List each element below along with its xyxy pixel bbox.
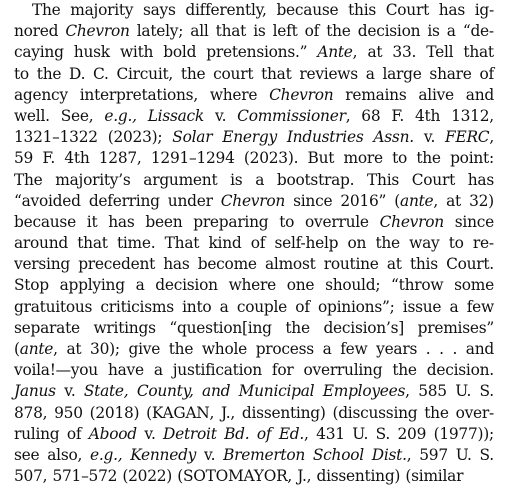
word: that [261, 64, 292, 83]
word: left [272, 22, 298, 41]
word: Assn. [373, 128, 414, 147]
word: of [250, 234, 266, 253]
word: 1291–1294 [150, 149, 235, 168]
word: 507, [14, 467, 48, 486]
word: where [228, 276, 276, 295]
word: Solar [172, 128, 213, 147]
word: 950 [54, 403, 83, 422]
word: well. [14, 106, 50, 125]
word: (SOTOMAYOR, [177, 467, 293, 486]
word: the [180, 64, 206, 83]
word: (similar [405, 467, 464, 486]
word: to [448, 234, 464, 253]
word: Employees, [322, 382, 410, 401]
opinion-text [14, 0, 494, 487]
word: v. [64, 382, 76, 401]
word: that [215, 22, 247, 41]
word: around [14, 234, 68, 253]
word: 1287, [98, 149, 142, 168]
word: that [77, 234, 108, 253]
word: 878, [14, 403, 48, 422]
word: 2016” [340, 191, 387, 210]
word: writings [93, 318, 156, 337]
text-line [14, 127, 494, 148]
word: Abood [88, 424, 137, 443]
word: v. [214, 106, 227, 125]
word: majority [70, 1, 134, 19]
word: Court. [446, 255, 494, 274]
text-line [14, 466, 494, 487]
word: share [429, 64, 472, 83]
word: this [409, 255, 438, 274]
word: (1977)); [433, 424, 494, 443]
word: “avoided [14, 191, 81, 210]
word: into [182, 297, 212, 316]
word: alive [418, 85, 454, 104]
word: over- [455, 403, 494, 422]
word: J., [221, 403, 236, 422]
word: reviews [299, 64, 358, 83]
word: because [276, 1, 339, 19]
word: (discussing [332, 403, 418, 422]
word: kind [208, 234, 242, 253]
word: F. [391, 106, 405, 125]
word: is [427, 22, 440, 41]
text-line [14, 254, 494, 275]
word: (ante, [394, 191, 439, 210]
word: (KAGAN, [146, 403, 215, 422]
word: has [438, 1, 465, 19]
word: Ed., [278, 424, 309, 443]
word: has [108, 212, 135, 231]
word: at [386, 255, 402, 274]
word: 571–572 [52, 467, 118, 486]
word: of [304, 22, 320, 41]
text-line [14, 191, 494, 212]
word: Chevron [220, 191, 286, 210]
word: the [416, 149, 441, 168]
word: a [219, 297, 229, 316]
word: is [230, 170, 243, 189]
word: court [213, 64, 254, 83]
word: Kennedy [130, 445, 197, 464]
word: the [424, 403, 449, 422]
text-line [14, 339, 494, 360]
word: 4th [414, 106, 441, 125]
word: v. [203, 445, 216, 464]
word: since [454, 212, 494, 231]
word: voila!—you [14, 361, 98, 380]
text-line [14, 318, 494, 339]
word: overruling [303, 361, 383, 380]
word: “throw [391, 276, 444, 295]
word: J., [297, 467, 312, 486]
word: 33. [392, 43, 417, 62]
word: 4th [64, 149, 90, 168]
word: been [145, 212, 183, 231]
word: more [343, 149, 383, 168]
word: Stop [14, 276, 49, 295]
word: says [142, 1, 176, 19]
word: But [307, 149, 335, 168]
word: ruling [14, 424, 60, 443]
word: way [409, 234, 440, 253]
word: all [190, 22, 209, 41]
word: argument [143, 170, 218, 189]
word: remains [345, 85, 407, 104]
word: gratuitous [14, 297, 93, 316]
word: Bremerton [223, 445, 306, 464]
word: nored [14, 22, 59, 41]
word: give [128, 340, 161, 358]
word: become [197, 255, 257, 274]
word: decision [155, 276, 218, 295]
word: Circuit, [116, 64, 174, 83]
word: to [279, 212, 295, 231]
word: Court [385, 1, 430, 19]
word: (ante, [14, 340, 58, 358]
word: of [66, 424, 82, 443]
word: This [367, 170, 400, 189]
word: precedent [78, 255, 156, 274]
word: justification [172, 361, 262, 380]
word: The [32, 1, 61, 19]
text-line [14, 148, 494, 169]
word: Lissack [147, 106, 204, 125]
word: separate [14, 318, 80, 337]
word: the [392, 361, 417, 380]
word: 30); [90, 340, 120, 358]
word: to [14, 64, 29, 83]
word: criticisms [100, 297, 174, 316]
word: 431 [316, 424, 345, 443]
text-line [14, 106, 494, 127]
word: (2023). [243, 149, 299, 168]
word: re- [472, 234, 494, 253]
word: majority’s [55, 170, 131, 189]
word: it [86, 212, 98, 231]
word: one [286, 276, 315, 295]
word: 1321–1322 [14, 128, 98, 147]
word: 68 [361, 106, 381, 125]
word: few [340, 340, 368, 358]
text-line [14, 170, 494, 191]
word: a [446, 22, 456, 41]
word: couple [236, 297, 288, 316]
text-line [14, 64, 494, 85]
word: versing [14, 255, 70, 274]
word: almost [264, 255, 316, 274]
word: is [253, 22, 266, 41]
word: few [466, 297, 494, 316]
word: of [479, 64, 494, 83]
word: C. [93, 64, 109, 83]
word: at [367, 43, 383, 62]
word: and [202, 382, 231, 401]
word: process [255, 340, 314, 358]
word: The [14, 170, 43, 189]
word: Energy [222, 128, 277, 147]
word: U. [352, 424, 369, 443]
word: ig- [474, 1, 494, 19]
word: because [14, 212, 76, 231]
word: self-help [274, 234, 339, 253]
word: caying [14, 43, 64, 62]
word: premises” [417, 318, 494, 337]
word: and [465, 85, 494, 104]
text-line [14, 21, 494, 42]
word: applying [59, 276, 125, 295]
word: a [135, 276, 145, 295]
word: whole [201, 340, 248, 358]
text-line [14, 85, 494, 106]
word: Court [411, 170, 456, 189]
word: lately; [136, 22, 184, 41]
word: some [454, 276, 494, 295]
word: Dist., [371, 445, 412, 464]
word: School [312, 445, 364, 464]
word: large [382, 64, 422, 83]
word: differently, [185, 1, 267, 19]
text-line [14, 212, 494, 233]
word: at [66, 340, 82, 358]
word: a [322, 340, 332, 358]
word: overrule [305, 212, 369, 231]
word: and [465, 340, 494, 358]
text-line [14, 42, 494, 63]
word: v. [423, 128, 436, 147]
word: bold [163, 43, 197, 62]
word: S. [479, 445, 494, 464]
word: issue [402, 297, 442, 316]
word: decision [357, 22, 421, 41]
word: have [107, 361, 144, 380]
word: Tell [426, 43, 454, 62]
word: S. [375, 424, 391, 443]
word: the [285, 318, 310, 337]
word: v. [144, 424, 156, 443]
word: the [375, 234, 400, 253]
word: dissenting) [316, 467, 401, 486]
word: a [365, 64, 375, 83]
word: That [164, 234, 200, 253]
word: (2022) [122, 467, 173, 486]
text-line [14, 360, 494, 381]
text-line [14, 297, 494, 318]
word: (2023); [107, 128, 163, 147]
word: dissenting) [241, 403, 326, 422]
word: 59 [14, 149, 34, 168]
word: U. [455, 382, 472, 401]
word: Chevron [65, 22, 130, 41]
word: U. [455, 445, 472, 464]
text-line [14, 275, 494, 296]
word: preparing [193, 212, 269, 231]
word: Bd. [224, 424, 250, 443]
word: routine [323, 255, 379, 274]
word: See, [60, 106, 94, 125]
word: years [376, 340, 418, 358]
word: that [463, 43, 494, 62]
word: . [425, 340, 431, 358]
word: e.g., [89, 445, 123, 464]
word: interpretations, [79, 85, 198, 104]
word: at [446, 191, 461, 210]
text-line [14, 424, 494, 445]
word: . [452, 340, 458, 358]
word: State, [83, 382, 129, 401]
word: a [153, 361, 163, 380]
word: FERC, [445, 128, 494, 147]
word: F. [42, 149, 56, 168]
word: the [168, 340, 194, 358]
word: for [271, 361, 294, 380]
word: 209 [397, 424, 427, 443]
word: a [449, 297, 459, 316]
word: 1312, [451, 106, 494, 125]
word: of [256, 424, 272, 443]
text-line [14, 403, 494, 424]
text-line [14, 233, 494, 254]
word: “de- [462, 22, 494, 41]
word: (2018) [89, 403, 140, 422]
word: opinions”; [318, 297, 395, 316]
word: should; [325, 276, 381, 295]
word: deferring [88, 191, 160, 210]
word: see [14, 445, 40, 464]
word: a [255, 170, 265, 189]
word: . [439, 340, 444, 358]
word: under [167, 191, 213, 210]
word: Janus [14, 382, 56, 401]
word: with [119, 43, 154, 62]
word: Ante, [317, 43, 358, 62]
word: time. [116, 234, 156, 253]
word: County, [136, 382, 194, 401]
word: Municipal [238, 382, 315, 401]
word: point: [450, 149, 494, 168]
word: has [467, 170, 494, 189]
word: pretensions.” [206, 43, 308, 62]
word: agency [14, 85, 68, 104]
word: 597 [419, 445, 448, 464]
word: D. [69, 64, 86, 83]
word: also, [47, 445, 83, 464]
word: of [295, 297, 310, 316]
word: where [209, 85, 258, 104]
word: has [163, 255, 190, 274]
word: bootstrap. [276, 170, 355, 189]
text-line [14, 0, 494, 21]
word: S. [479, 382, 494, 401]
text-line [14, 445, 494, 466]
word: since [293, 191, 333, 210]
word: to [392, 149, 408, 168]
word: Commissioner, [237, 106, 351, 125]
word: Detroit [163, 424, 217, 443]
word: Chevron [269, 85, 334, 104]
word: decision. [426, 361, 494, 380]
word: on [347, 234, 367, 253]
word: “question[ing [169, 318, 272, 337]
word: this [348, 1, 377, 19]
word: e.g., [104, 106, 137, 125]
word: 32) [469, 191, 494, 210]
word: decision’s] [323, 318, 404, 337]
text-line [14, 381, 494, 402]
word: Industries [286, 128, 364, 147]
word: the [36, 64, 62, 83]
word: the [326, 22, 351, 41]
word: 585 [418, 382, 447, 401]
word: Chevron [379, 212, 444, 231]
word: husk [73, 43, 110, 62]
